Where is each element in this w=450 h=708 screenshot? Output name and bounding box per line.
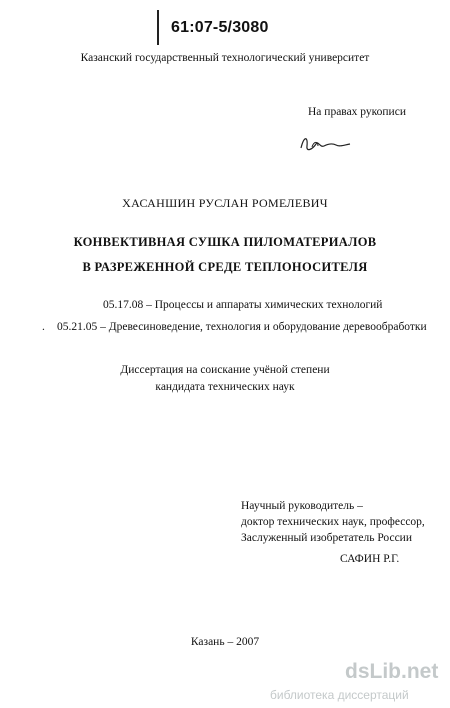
- thesis-title-line-2: В РАЗРЕЖЕННОЙ СРЕДЕ ТЕПЛОНОСИТЕЛЯ: [82, 260, 368, 274]
- dissertation-line-2: кандидата технических наук: [155, 381, 295, 393]
- author-name: ХАСАНШИН РУСЛАН РОМЕЛЕВИЧ: [122, 196, 328, 210]
- rights-note: На правах рукописи: [308, 106, 406, 118]
- specialty-1: 05.17.08 – Процессы и аппараты химических технологий: [103, 299, 383, 311]
- supervisor-title: Заслуженный изобретатель России: [241, 532, 412, 544]
- university-name: Казанский государственный технологический университет: [80, 52, 370, 64]
- stamp-divider: [157, 10, 159, 45]
- dissertation-line-1: Диссертация на соискание учёной степени: [120, 364, 330, 376]
- supervisor-degree: доктор технических наук, профессор,: [241, 516, 425, 528]
- signature-icon: [298, 128, 358, 158]
- supervisor-name: САФИН Р.Г.: [340, 553, 400, 565]
- supervisor-label: Научный руководитель –: [241, 500, 363, 512]
- watermark-site: dsLib.net: [345, 660, 439, 683]
- margin-dot: .: [42, 321, 45, 333]
- library-stamp: 61:07-5/3080: [171, 19, 269, 36]
- city-year: Казань – 2007: [190, 636, 260, 648]
- specialty-2: 05.21.05 – Древесиноведение, технология и оборудование деревообработки: [57, 321, 427, 333]
- thesis-title-line-1: КОНВЕКТИВНАЯ СУШКА ПИЛОМАТЕРИАЛОВ: [73, 235, 377, 249]
- watermark-tagline: библиотека диссертаций: [270, 688, 409, 702]
